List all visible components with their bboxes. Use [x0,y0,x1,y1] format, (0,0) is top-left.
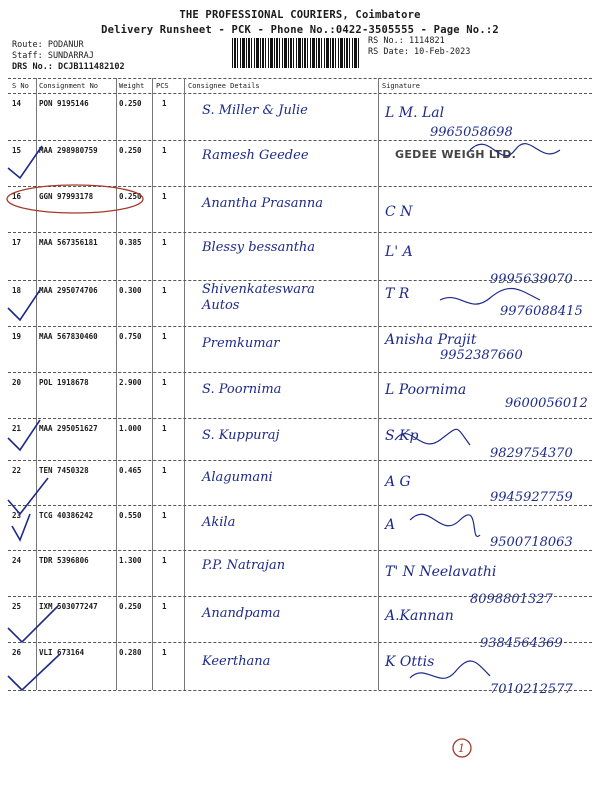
row-pcs: 1 [162,424,167,433]
row-consignment: PON 9195146 [39,99,89,108]
column-header-sno: S No [12,82,29,90]
row-weight: 0.465 [119,466,142,475]
drs-number: DRS No.: DCJB111482102 [12,62,125,72]
row-weight: 0.280 [119,648,142,657]
row-consignment: MAA 567356181 [39,238,98,247]
route-label: Route: PODANUR [12,40,84,50]
row-signature: T' N Neelavathi [385,564,497,580]
row-weight: 1.000 [119,424,142,433]
row-consignee: Blessy bessantha [202,240,316,255]
row-phone: 9500718063 [490,535,573,550]
runsheet-subtitle: Delivery Runsheet - PCK - Phone No.:0422-3505555 - Page No.:2 [101,24,499,36]
row-consignment: TEN 7450328 [39,466,89,475]
row-signature: K Ottis [385,654,435,670]
column-header-signature: Signature [382,82,420,90]
signature-scribble [410,514,480,536]
row-pcs: 1 [162,99,167,108]
tick-icon [8,478,48,514]
row-pcs: 1 [162,556,167,565]
row-pcs: 1 [162,378,167,387]
row-consignee: Alagumani [202,470,273,485]
row-consignee: Ramesh Geedee [202,148,309,163]
rs-date: RS Date: 10-Feb-2023 [368,47,471,57]
page-mark: 1 [458,742,465,755]
column-header-consignee: Consignee Details [188,82,260,90]
tick-icon [8,420,40,450]
row-weight: 0.385 [119,238,142,247]
row-pcs: 1 [162,192,167,201]
row-consignment: POL 1918678 [39,378,89,387]
row-signature: A [385,517,396,533]
row-sno: 19 [12,332,22,341]
row-pcs: 1 [162,146,167,155]
row-consignment: VLI 673164 [39,648,85,657]
row-pcs: 1 [162,238,167,247]
row-weight: 0.300 [119,286,142,295]
row-consignment: TDR 5396806 [39,556,89,565]
row-signature: Anisha Prajit [385,332,477,348]
row-sno: 24 [12,556,22,565]
row-consignee: S. Miller & Julie [202,103,308,118]
row-phone: 9976088415 [500,304,583,319]
rs-number: RS No.: 1114821 [368,36,445,46]
row-sno: 16 [12,192,22,201]
signature-scribble [470,144,560,156]
row-phone: 9829754370 [490,446,573,461]
row-signature: L Poornima [385,382,467,398]
row-consignment: MAA 567830460 [39,332,98,341]
row-pcs: 1 [162,648,167,657]
row-consignee: S. Kuppuraj [202,428,280,443]
tick-icon [8,290,40,320]
row-consignee: Shivenkateswara Autos [202,282,315,313]
row-pcs: 1 [162,332,167,341]
signature-scribble [410,661,490,678]
row-signature: S Kp [385,428,419,444]
row-consignment: MAA 295074706 [39,286,98,295]
row-consignee: Akila [202,515,236,530]
signature-scribble [440,288,540,304]
circle-mark [7,185,143,213]
row-consignment: MAA 295051627 [39,424,98,433]
tick-icon [8,654,60,690]
company-stamp: GEDEE WEIGH LTD. [395,148,517,161]
page-title: THE PROFESSIONAL COURIERS, Coimbatore [179,9,421,21]
row-phone: 9384564369 [480,636,563,651]
row-signature: L M. Lal [385,105,445,121]
row-phone: 9945927759 [490,490,573,505]
row-sno: 17 [12,238,22,247]
row-phone: 9600056012 [505,396,588,411]
row-phone: 9965058698 [430,125,513,140]
row-pcs: 1 [162,286,167,295]
row-consignment: IXM 503077247 [39,602,98,611]
row-consignee: Anantha Prasanna [202,196,323,211]
row-weight: 0.250 [119,602,142,611]
signature-scribble [395,429,470,445]
staff-label: Staff: SUNDARRAJ [12,51,94,61]
row-consignment: MAA 298980759 [39,146,98,155]
row-signature: C N [385,204,413,220]
tick-icon [8,606,58,642]
row-consignee: P.P. Natrajan [202,558,286,573]
column-header-consignment: Consignment No [39,82,99,90]
row-phone: 8098801327 [470,592,553,607]
row-sno: 21 [12,424,22,433]
row-sno: 23 [12,511,22,520]
row-sno: 18 [12,286,22,295]
row-phone: 7010212577 [490,682,573,697]
row-phone: 9952387660 [440,348,523,363]
row-pcs: 1 [162,466,167,475]
tick-icon [8,146,42,178]
row-sno: 14 [12,99,22,108]
row-consignment: GGN 97993178 [39,192,94,201]
row-sno: 22 [12,466,22,475]
row-signature: A.Kannan [385,608,454,624]
row-consignee: Keerthana [202,654,271,669]
row-weight: 0.250 [119,99,142,108]
row-sno: 25 [12,602,22,611]
row-weight: 0.250 [119,192,142,201]
tick-icon [12,514,30,540]
row-consignment: TCG 40386242 [39,511,94,520]
row-consignee: Premkumar [202,336,280,351]
column-header-weight: Weight [119,82,145,90]
row-signature: L' A [385,244,413,260]
row-signature: A G [385,474,411,490]
row-weight: 2.900 [119,378,142,387]
row-signature: T R [385,286,410,302]
row-weight: 0.550 [119,511,142,520]
row-weight: 0.250 [119,146,142,155]
row-phone: 9995639070 [490,272,573,287]
row-weight: 1.300 [119,556,142,565]
row-sno: 20 [12,378,22,387]
column-header-pcs: PCS [156,82,169,90]
row-sno: 26 [12,648,22,657]
row-sno: 15 [12,146,22,155]
row-pcs: 1 [162,511,167,520]
row-consignee: Anandpama [202,606,281,621]
row-consignee: S. Poornima [202,382,282,397]
row-pcs: 1 [162,602,167,611]
row-weight: 0.750 [119,332,142,341]
